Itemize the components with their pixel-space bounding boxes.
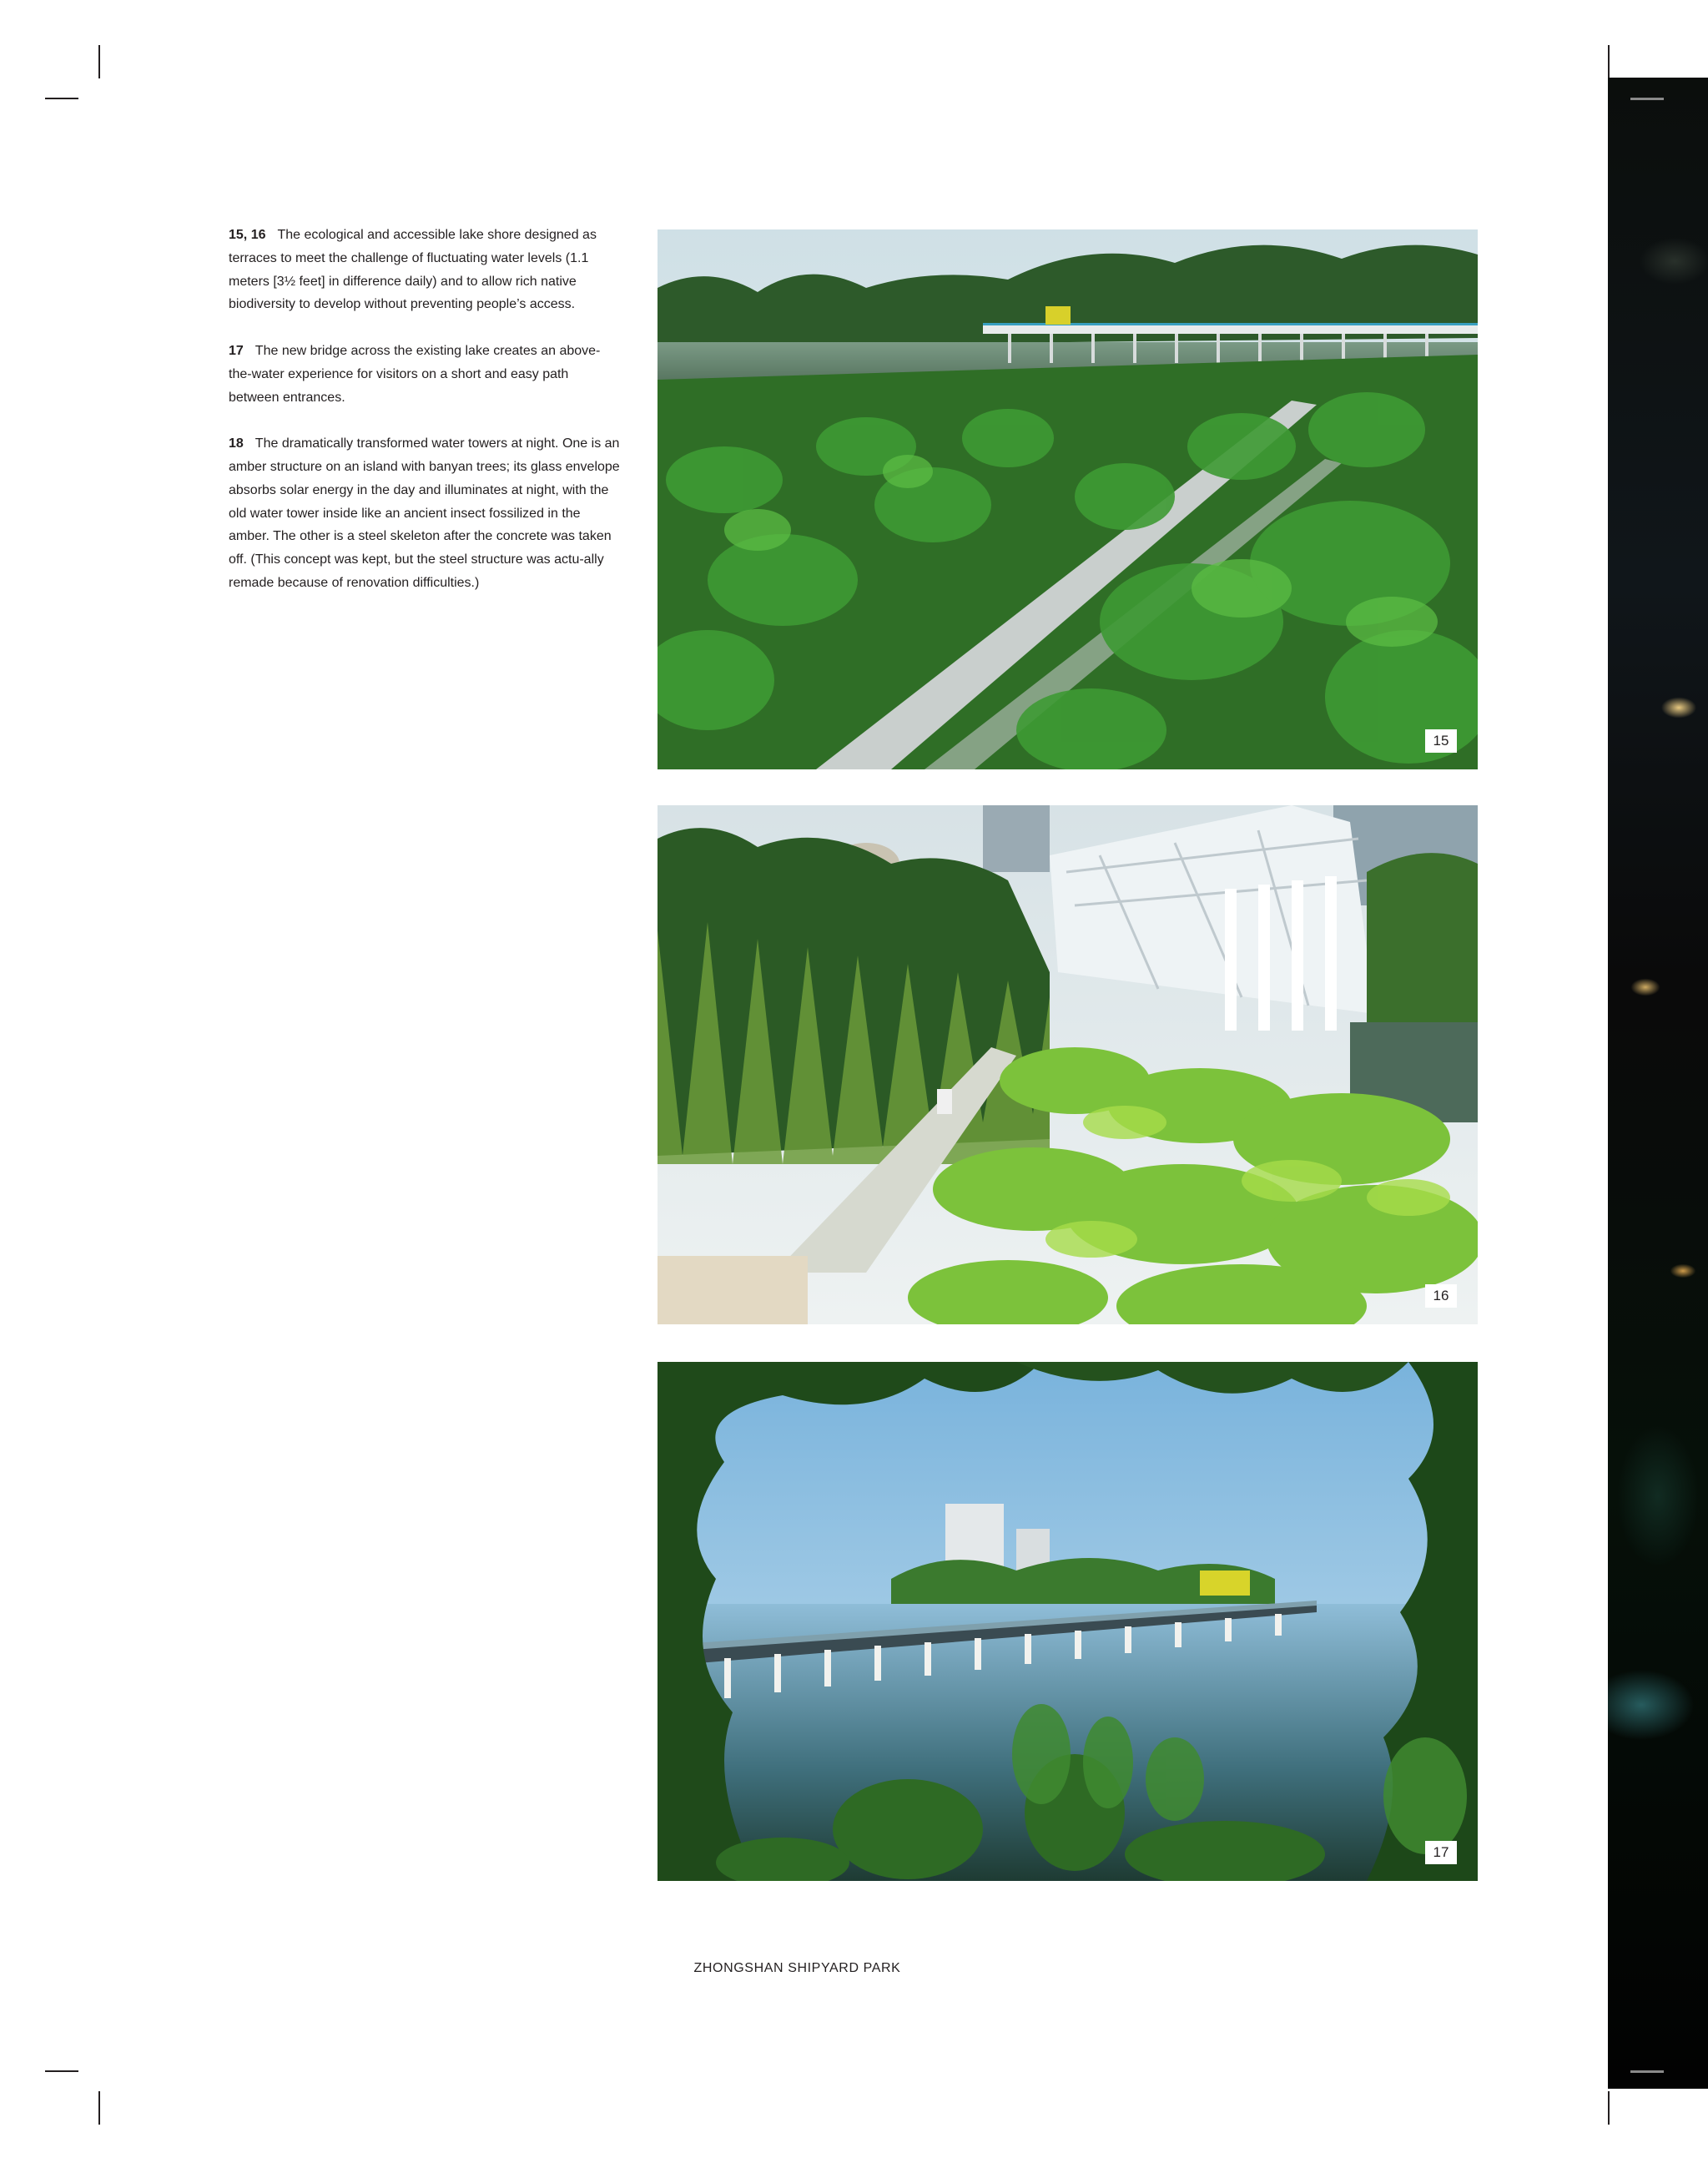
photo-number-label: 17 (1425, 1841, 1457, 1864)
crop-mark-bottom-left-horizontal (45, 2070, 78, 2072)
caption-17 (229, 340, 621, 409)
crop-mark-bottom-right-vertical (1608, 2091, 1610, 2125)
photo-17 (658, 1362, 1478, 1881)
crop-mark-top-left-vertical (98, 45, 100, 78)
caption-text: The dramatically transformed water towers at night. One is an amber structure on an island with banyan trees; its glass envelope absorbs solar energy in the day and illuminates at night, with the old water tower inside like an ancient insect fossilized in the amber. The other is a steel skeleton after the concrete was taken off. (This concept was kept, but the steel structure was actu-ally remade because of renovation difficulties.) (229, 436, 620, 590)
crop-mark-bottom-left-vertical (98, 2091, 100, 2125)
caption-number: 18 (229, 436, 244, 451)
facing-page-bleed-photo (1608, 78, 1708, 2089)
footer-title: ZHONGSHAN SHIPYARD PARK (693, 1961, 901, 1975)
photo-15 (658, 229, 1478, 769)
crop-mark-bleed-top (1630, 98, 1664, 100)
caption-column (229, 224, 621, 618)
caption-15-16 (229, 224, 621, 316)
photo-17-illustration (658, 1362, 1478, 1881)
photo-15-illustration (658, 229, 1478, 769)
photo-number-label: 15 (1425, 729, 1457, 753)
caption-18 (229, 432, 621, 595)
caption-number: 17 (229, 343, 244, 358)
crop-mark-top-right-vertical (1608, 45, 1610, 78)
photo-16-illustration (658, 805, 1478, 1324)
caption-text: The new bridge across the existing lake creates an above-the-water experience for visitors on a short and easy path between entrances. (229, 343, 601, 405)
crop-mark-top-left-horizontal (45, 98, 78, 99)
photo-16 (658, 805, 1478, 1324)
photo-number-label: 16 (1425, 1284, 1457, 1308)
caption-number: 15, 16 (229, 228, 266, 242)
caption-text: The ecological and accessible lake shore designed as terraces to meet the challenge of fluctuating water levels (1.1 meters [3½ feet] in difference daily) and to allow rich native biodiversity to develop without preventing people’s access. (229, 228, 597, 312)
crop-mark-bleed-bottom (1630, 2070, 1664, 2073)
running-footer (0, 1961, 1708, 1976)
